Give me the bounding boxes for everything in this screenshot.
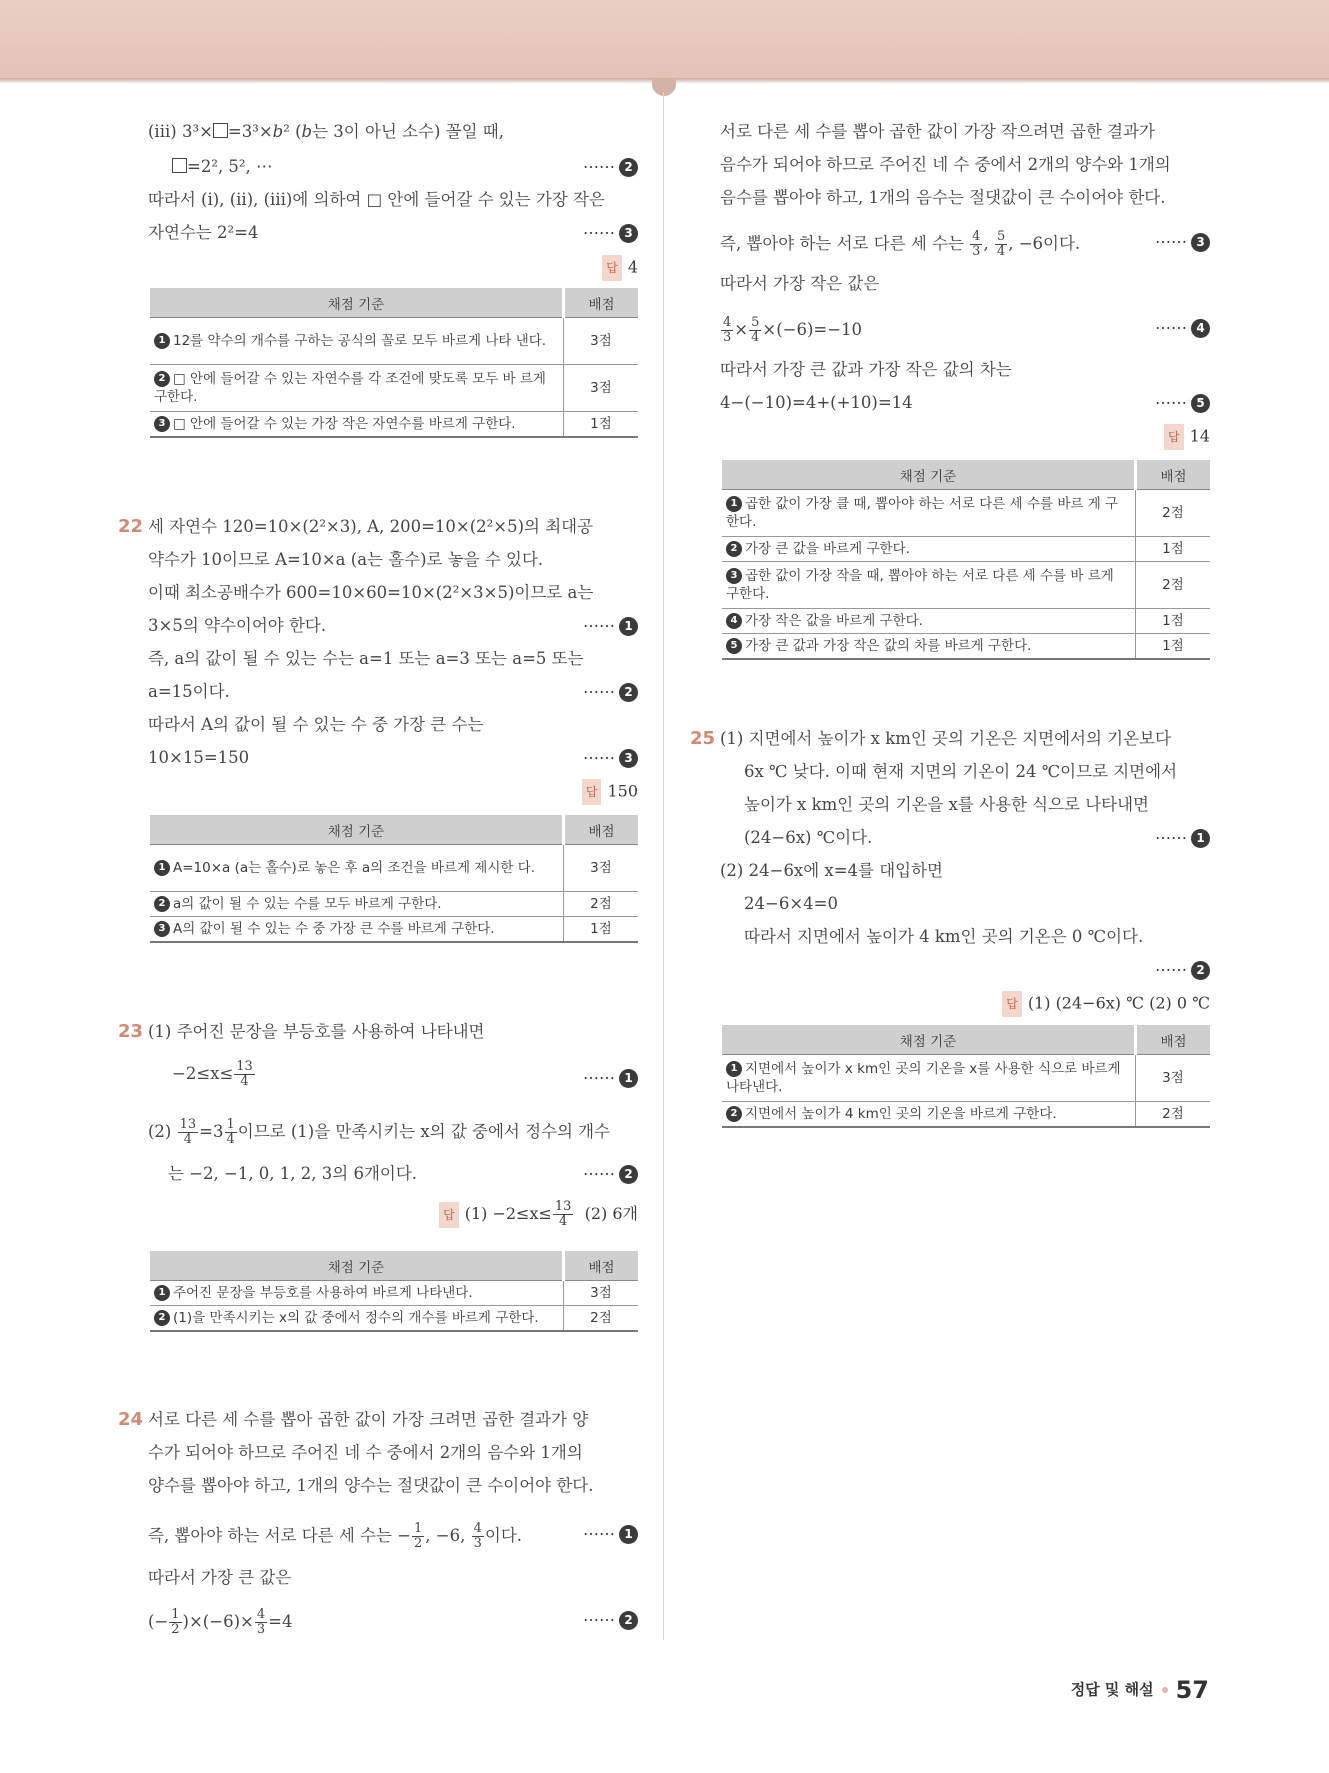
text-line: 24−6×4=0 [744,894,838,913]
step-marker: ⋯⋯ 2 [583,155,638,179]
fraction: $\frac{4}{3}$ [256,1607,266,1637]
answer-line: 답 (1) (24−6x) ℃ (2) 0 ℃ [1002,991,1210,1017]
step-marker: ⋯⋯ 1 [583,1066,638,1090]
text-line: 따라서 지면에서 높이가 4 km인 곳의 기온은 0 ℃이다. [744,927,1144,946]
text-line: 따라서 (i), (ii), (iii)에 의하여 □ 안에 들어갈 수 있는 가장 작은 [148,190,605,209]
text-line: 높이가 x km인 곳의 기온을 x를 사용한 식으로 나타내면 [744,795,1149,814]
answer-line: 답 150 [582,779,638,805]
text-line: (1) 주어진 문장을 부등호를 사용하여 나타내면 [148,1022,485,1041]
step-marker: ⋯⋯ 1 [583,614,638,638]
formula-line: −2≤x≤ $\frac{13}{4}$ [172,1059,253,1089]
text-line: 따라서 가장 큰 값과 가장 작은 값의 차는 [720,360,1012,379]
fraction: $\frac{1}{2}$ [414,1521,423,1551]
formula-line: 즉, 뽑아야 하는 서로 다른 세 수는 $\frac{4}{3}$ , $\frac{5}{4}$ , −6이다. [720,229,1081,259]
text-line: 6x ℃ 낮다. 이때 현재 지면의 기온이 24 ℃이므로 지면에서 [744,762,1178,781]
step-marker: ⋯⋯ 4 [1155,316,1210,340]
fraction: $\frac{1}{4}$ [226,1117,235,1147]
fraction: $\frac{13}{4}$ [179,1117,197,1147]
blank-box-icon [172,158,187,173]
text-line: 는 −2, −1, 0, 1, 2, 3의 6개이다. [168,1164,418,1183]
problem-number: 23 [118,1021,144,1042]
fraction: $\frac{5}{4}$ [751,315,760,345]
text-line: 10×15=150 [148,748,250,767]
text-line: 약수가 10이므로 A=10×a (a는 홀수)로 놓을 수 있다. [148,550,544,569]
fraction: $\frac{1}{2}$ [171,1607,180,1637]
formula-line: 즉, 뽑아야 하는 서로 다른 세 수는 − $\frac{1}{2}$ , −6, $\frac{4}{3}$ 이다. [148,1521,522,1551]
grading-table: 채점 기준 배점 1 A=10×a (a는 홀수)로 놓은 후 a의 조건을 바르게 제시한 다. 3점 2 a의 값이 될 수 있는 수를 모두 바르게 구한다. 2점 3 A의 값이 될 수 있는 수 중 가장 큰 수를 바르게 구한다. 1점 [150,815,638,943]
step-marker: ⋯⋯ 3 [1155,230,1210,254]
center-tab-notch [652,78,676,96]
text-line: 서로 다른 세 수를 뽑아 곱한 값이 가장 크려면 곱한 결과가 양 [148,1410,589,1429]
grading-table: 채점 기준 배점 1 12를 약수의 개수를 구하는 공식의 꼴로 모두 바르게 나타 낸다. 3점 2 □ 안에 들어갈 수 있는 자연수를 각 조건에 맞도록 모두 바 르게 구한다. 3점 3 □ 안에 들어갈 수 있는 가장 작은 자연수를 바르게 구한다. 1점 [150,288,638,438]
answer-line: 답 14 [1164,424,1210,450]
text-line: (24−6x) ℃이다. [744,828,873,847]
grading-table: 채점 기준 배점 1 주어진 문장을 부등호를 사용하여 바르게 나타낸다. 3점 2 (1)을 만족시키는 x의 값 중에서 정수의 개수를 바르게 구한다. 2점 [150,1251,638,1332]
fraction: $\frac{4}{3}$ [723,315,732,345]
top-color-band [0,0,1329,80]
text-line: 음수가 되어야 하므로 주어진 네 수 중에서 2개의 양수와 1개의 [720,155,1171,174]
page-number: 57 [1175,1676,1209,1704]
step-marker: ⋯⋯ 3 [583,746,638,770]
blank-box-icon [213,123,228,138]
fraction: $\frac{4}{3}$ [972,229,981,259]
fraction: $\frac{13}{4}$ [554,1199,572,1229]
text-line: 4−(−10)=4+(+10)=14 [720,393,913,412]
step-marker: ⋯⋯ 2 [583,680,638,704]
page-footer [1071,1676,1209,1704]
column-divider [663,92,664,1640]
text-line: 3×5의 약수이어야 한다. [148,616,327,635]
text-line: 따라서 A의 값이 될 수 있는 수 중 가장 큰 수는 [148,715,484,734]
text-line: 서로 다른 세 수를 뽑아 곱한 값이 가장 작으려면 곱한 결과가 [720,122,1155,141]
step-marker: ⋯⋯ 1 [1155,826,1210,850]
answer-line: 답 (1) −2≤x≤ $\frac{13}{4}$ (2) 6개 [439,1200,638,1229]
fraction: $\frac{5}{4}$ [996,229,1006,259]
text-line: 즉, a의 값이 될 수 있는 수는 a=1 또는 a=3 또는 a=5 또는 [148,649,584,668]
text-line: 양수를 뽑아야 하고, 1개의 양수는 절댓값이 큰 수이어야 한다. [148,1476,594,1495]
grading-table: 채점 기준 배점 1 곱한 값이 가장 클 때, 뽑아야 하는 서로 다른 세 수를 바르 게 구한다. 2점 2 가장 큰 값을 바르게 구한다. 1점 3 곱한 값이 가장 작을 때, 뽑아야 하는 서로 다른 세 수를 바 르게 구한다. 2점 4 가장 작은 값을 바르게 구한다. 1점 5 가장 큰 값과 가장 작은 값의 차를 바르게 구한다. 1점 [722,460,1210,660]
step-marker: ⋯⋯ 5 [1155,391,1210,415]
footer-dot-icon [1162,1687,1168,1693]
grading-table: 채점 기준 배점 1 지면에서 높이가 x km인 곳의 기온을 x를 사용한 식으로 바르게 나타낸다. 3점 2 지면에서 높이가 4 km인 곳의 기온을 바르게 구한다. 2점 [722,1025,1210,1128]
text-line: 세 자연수 120=10×(2²×3), A, 200=10×(2²×5)의 최대공 [148,517,594,536]
step-marker: ⋯⋯ 2 [583,1608,638,1632]
fraction: $\frac{13}{4}$ [236,1059,253,1089]
problem-number: 24 [118,1409,144,1430]
fraction: $\frac{4}{3}$ [473,1521,482,1551]
text-line: (iii) 3³× =3³×b² (b는 3이 아닌 소수) 꼴일 때, [148,122,504,141]
problem-number: 22 [118,516,144,537]
text-line: 자연수는 2²=4 [148,223,259,242]
problem-number: 25 [690,728,716,749]
step-marker: ⋯⋯ 3 [583,221,638,245]
step-marker: ⋯⋯ 1 [583,1522,638,1546]
text-line: 음수를 뽑아야 하고, 1개의 음수는 절댓값이 큰 수이어야 한다. [720,188,1166,207]
formula-line: $\frac{4}{3}$ × $\frac{5}{4}$ ×(−6)=−10 [723,315,863,345]
text-line: 수가 되어야 하므로 주어진 네 수 중에서 2개의 음수와 1개의 [148,1443,583,1462]
text-line: (1) 지면에서 높이가 x km인 곳의 기온은 지면에서의 기온보다 [720,729,1171,748]
text-line: 따라서 가장 작은 값은 [720,274,880,293]
text-line: 따라서 가장 큰 값은 [148,1568,292,1587]
step-marker: ⋯⋯ 2 [583,1162,638,1186]
text-line: a=15이다. [148,682,230,701]
text-line: =2², 5², ⋯ [172,155,273,179]
footer-title: 정답 및 해설 [1070,1680,1154,1699]
text-line: (2) 24−6x에 x=4를 대입하면 [720,861,943,880]
formula-line: (− $\frac{1}{2}$ )×(−6)× $\frac{4}{3}$ =4 [148,1607,293,1637]
answer-line: 답 4 [602,255,638,281]
step-marker: ⋯⋯ 2 [1155,958,1210,982]
text-line: 이때 최소공배수가 600=10×60=10×(2²×3×5)이므로 a는 [148,583,594,602]
formula-line: (2) $\frac{13}{4}$ =3 $\frac{1}{4}$ 이므로 (1)을 만족시키는 x의 값 중에서 정수의 개수 [148,1117,611,1147]
